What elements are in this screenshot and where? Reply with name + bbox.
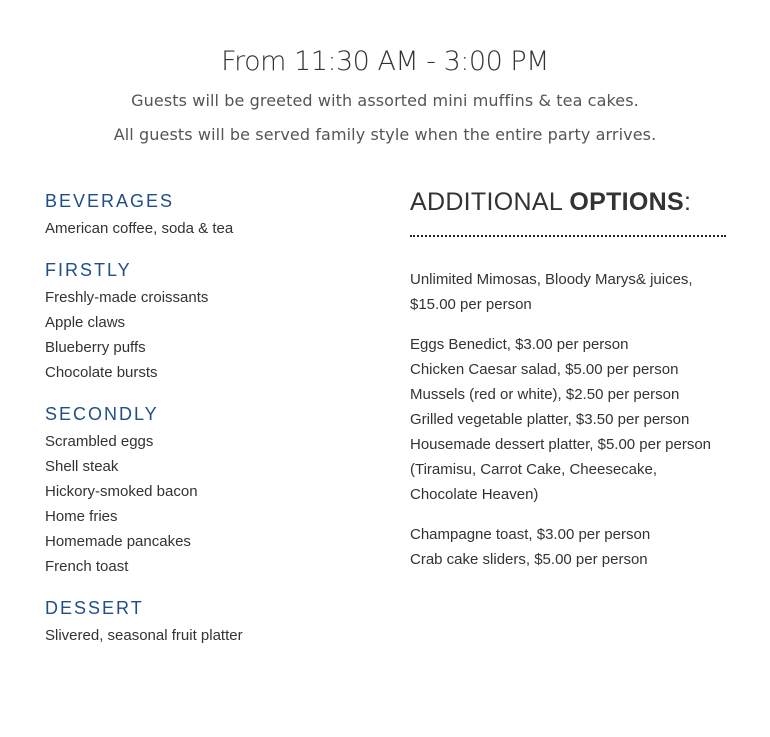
option-item: Crab cake sliders, $5.00 per person [410,551,648,568]
menu-courses [45,190,365,666]
options-title-colon: : [683,188,692,216]
menu-item: Chocolate bursts [45,364,158,381]
option-item: Unlimited Mimosas, Bloody Marys& juices, [410,271,693,288]
menu-item: Apple claws [45,314,126,331]
options-title [410,185,730,219]
menu-item: Blueberry puffs [45,339,146,356]
service-note: All guests will be served family style when the entire party arrives. [113,125,657,144]
options-group-food [410,332,730,507]
option-item: Grilled vegetable platter, $3.50 per person [410,411,690,428]
section-title: SECONDLY [45,404,159,424]
menu-item: Hickory-smoked bacon [45,483,198,500]
menu-item: Homemade pancakes [45,533,191,550]
option-item: Eggs Benedict, $3.00 per person [410,336,629,353]
menu-item: Home fries [45,508,118,525]
option-item: Champagne toast, $3.00 per person [410,526,651,543]
option-item: Chocolate Heaven) [410,486,539,503]
section-dessert [45,597,365,648]
section-beverages [45,190,365,241]
section-firstly [45,259,365,385]
section-title: BEVERAGES [45,191,175,211]
greeting-note: Guests will be greeted with assorted mini muffins & tea cakes. [131,91,639,110]
menu-item: Scrambled eggs [45,433,154,450]
menu-item: French toast [45,558,129,575]
menu-item: Slivered, seasonal fruit platter [45,627,243,644]
menu-item: Freshly-made croissants [45,289,209,306]
option-item: $15.00 per person [410,296,532,313]
service-time: From 11:30 AM - 3:00 PM [221,46,549,77]
menu-item: American coffee, soda & tea [45,220,234,237]
section-secondly [45,403,365,579]
options-title-bold: OPTIONS [569,188,684,216]
option-item: Housemade dessert platter, $5.00 per person [410,436,712,453]
options-title-light: ADDITIONAL [410,188,570,216]
option-item: Chicken Caesar salad, $5.00 per person [410,361,679,378]
dotted-divider [410,235,726,237]
menu-header [0,40,770,152]
section-title: FIRSTLY [45,260,132,280]
option-item: (Tiramisu, Carrot Cake, Cheesecake, [410,461,658,478]
options-group-extras [410,522,730,572]
option-item: Mussels (red or white), $2.50 per person [410,386,680,403]
section-title: DESSERT [45,598,144,618]
additional-options [410,185,730,587]
menu-item: Shell steak [45,458,119,475]
options-group-drinks [410,267,730,317]
